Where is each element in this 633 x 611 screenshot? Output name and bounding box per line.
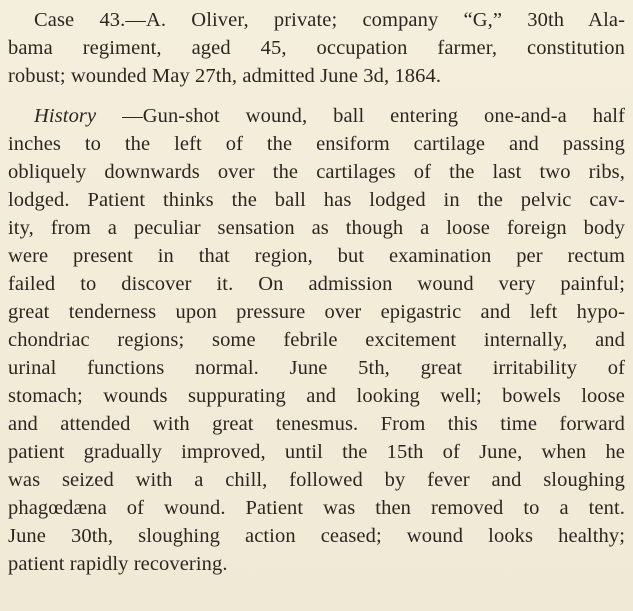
history-line: and attended with great tenesmus. From this time forward	[8, 413, 625, 435]
history-line: obliquely downwards over the cartilages of the last two ribs,	[8, 161, 625, 183]
history-line-last: patient rapidly recovering.	[8, 553, 228, 575]
case-header-line-1	[34, 6, 625, 34]
history-text-1: —Gun-shot wound, ball entering one-and-a half	[96, 105, 625, 127]
case-header-text-1: —A. Oliver, private; company “G,” 30th Ala-	[125, 9, 625, 31]
history-line: June 30th, sloughing action ceased; wound looks healthy;	[8, 525, 625, 547]
history-line: great tenderness upon pressure over epigastric and left hypo-	[8, 301, 625, 323]
history-line: patient gradually improved, until the 15th of June, when he	[8, 441, 625, 463]
history-line: failed to discover it. On admission wound very painful;	[8, 273, 625, 295]
history-line: were present in that region, but examination per rectum	[8, 245, 625, 267]
history-line: urinal functions normal. June 5th, great irritability of	[8, 357, 625, 379]
history-line: stomach; wounds suppurating and looking well; bowels loose	[8, 385, 625, 407]
history-line-1	[34, 102, 625, 130]
history-line: chondriac regions; some febrile excitement internally, and	[8, 329, 625, 351]
history-line: phagœdæna of wound. Patient was then removed to a tent.	[8, 497, 625, 519]
history-line: lodged. Patient thinks the ball has lodged in the pelvic cav-	[8, 189, 625, 211]
case-header-line-3: robust; wounded May 27th, admitted June 3d, 1864.	[8, 65, 442, 87]
history-line: inches to the left of the ensiform cartilage and passing	[8, 133, 625, 155]
history-line: was seized with a chill, followed by fever and sloughing	[8, 469, 625, 491]
history-label: History	[34, 105, 97, 127]
history-line: ity, from a peculiar sensation as though a loose foreign body	[8, 217, 625, 239]
case-header-line-2: bama regiment, aged 45, occupation farmer, constitution	[8, 37, 625, 59]
case-number: Case 43.	[34, 9, 126, 31]
